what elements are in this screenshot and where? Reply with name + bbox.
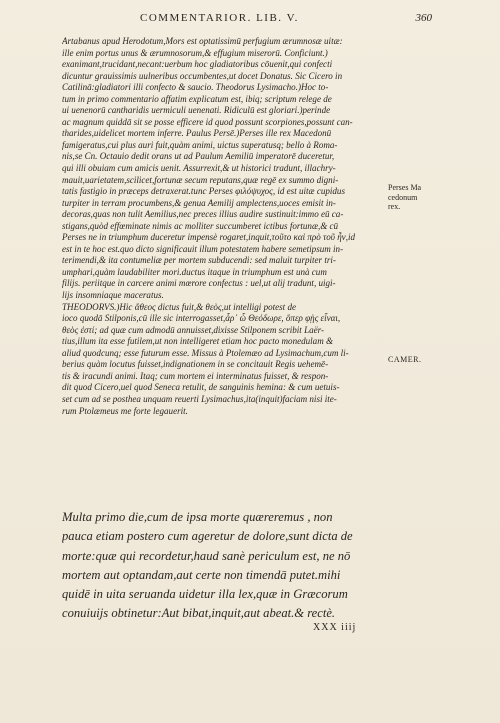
margin-note-line: cedonum <box>388 192 418 202</box>
text-line: filijs. periitque in carcere animi mœrore confectus : uel,ut alij tradunt, uigi- <box>62 278 336 289</box>
text-line: ioco quodā Stilponis,cū ille sic interrogasset,ἆρ᾽ ὦ Θεόδωρε, ὅπερ φῂς εἶναι, <box>62 313 341 324</box>
text-line: tatis fastigio in præceps detraxerat.tunc Perses φιλόψυχος, id est uitæ cupidus <box>62 186 345 197</box>
text-line: qui illi obuiam cum amicis uenit. Assurrexit,& ut historici tradunt, illachry- <box>62 163 336 174</box>
running-head <box>140 12 440 24</box>
text-line: decoras,quas non tulit Aemilius,nec preces illius audire sustinuit:immo eū ca- <box>62 209 344 220</box>
margin-note-camer: CAMER. <box>388 355 422 364</box>
text-line: rum Ptolæmeus me forte legauerit. <box>62 405 188 416</box>
text-line: umphari,quàm laudabiliter mori.ductus itaque in triumphum est unà cum <box>62 266 327 277</box>
text-line: Perses ne in triumphum duceretur impensè rogaret,inquit,τοῦτο καὶ πρὸ τοῦ ἦν,id <box>62 232 355 243</box>
margin-note-perses <box>388 183 448 212</box>
text-line: dicuntur grauissimis uulneribus occumbentes,ut docet Donatus. Sic Cicero in <box>62 70 343 81</box>
text-line: tharides,uidelicet mortem inferre. Paulus Persē.)Perses ille rex Macedonū <box>62 128 332 139</box>
quoted-line: quidē in uita seruanda uidetur illa lex,quæ in Græcorum <box>62 587 348 602</box>
text-line: tius,illum ita esse futilem,ut non intelligeret etiam hoc pacto monedulam & <box>62 336 334 347</box>
text-line: famigeratus,cui plus auri fuit,quàm animi, uictus superatusq; bello à Roma- <box>62 139 338 150</box>
quoted-text <box>62 508 392 624</box>
quoted-line: pauca etiam postero cum ageretur de dolore,sunt dicta de <box>62 529 353 544</box>
folio-number: 360 <box>415 12 432 24</box>
text-line: turpiter in terram procumbens,& genua Aemilij amplectens,uoces emisit in- <box>62 197 336 208</box>
text-line: dit quod Cicero,uel quod Seneca retulit, de sanguinis hemina: & cum uetuis- <box>62 382 340 393</box>
signature-mark: XXX iiij <box>313 622 357 633</box>
running-head-title: COMMENTARIOR. LIB. V. <box>140 12 299 24</box>
text-line: est in te hoc est.quo dicto significauit illum potestatem habere semetipsum in- <box>62 243 344 254</box>
text-line: mauit,uarietatem,scilicet,fortunæ secum reputans,quæ regē ex summo digni- <box>62 174 339 185</box>
text-line: exanimant,trucidant,necant:uerbum hoc gladiatoribus cōuenit,qui confecti <box>62 59 333 70</box>
text-line: aliud quodcunq; esse futurum esse. Missus à Ptolemæo ad Lysimachum,cum li- <box>62 347 349 358</box>
quoted-line: mortem aut optandam,aut certe non timendā putet.mihi <box>62 567 341 582</box>
text-line: tis & iracundi animi. Itaq; cum mortem ei interminatus fuisset, & respon- <box>62 370 329 381</box>
text-line: Catilinā:gladiatori illi confecto & saucio. Theodorus Lysimacho.)Hoc to- <box>62 82 329 93</box>
text-line: tum in primo commentario affatim explicatum est, ibiq; scriptum relege de <box>62 93 332 104</box>
text-line: ac magnum quiddā sit se posse efficere id quod possunt scorpiones,possunt can- <box>62 116 353 127</box>
text-line: nis,se Cn. Octauio dedit orans ut ad Paulum Aemiliū imperatorē duceretur, <box>62 151 335 162</box>
quoted-line: morte:quæ qui recordetur,haud sanè periculum est, ne nō <box>62 548 351 563</box>
quoted-line: conuiuijs obtinetur:Aut bibat,inquit,aut abeat.& rectè. <box>62 606 336 621</box>
text-line: stigans,quòd effœminate nimis ac molliter succumberet ictibus fortunæ,& cū <box>62 220 339 231</box>
margin-note-line: rex. <box>388 202 401 211</box>
text-line: berius quàm locutus fuisset,indignationem in se concitauit Regis uehemē- <box>62 359 329 370</box>
margin-note-line: Perses Ma <box>388 183 422 192</box>
quoted-line: Multa primo die,cum de ipsa morte quæreremus , non <box>62 510 333 524</box>
text-line: Artabanus apud Herodotum,Mors est optatissimū perfugium ærumnosæ uitæ: <box>62 36 343 46</box>
text-line: THEODORVS.)Hic ἄθεος dictus fuit,& θεὸς,ut intelligi potest de <box>62 301 296 312</box>
text-line: set cum ad se posthea unquam reuerti Lysimachus,ita(inquit)faciam nisi ite- <box>62 393 337 404</box>
text-line: ui uenenorū cantharidis uermiculi uenenati. Ridiculū est gloriari.)perinde <box>62 105 331 116</box>
text-line: lijs insomniaque maceratus. <box>62 290 164 301</box>
text-line: ille enim portus unus & ærumnosorum,& effugium miserorū. Conficiunt.) <box>62 47 328 58</box>
commentary-text <box>62 36 385 417</box>
text-line: θεὸς ἐστί; ad quæ cum admodū annuisset,dixisse Stilponem scribit Laër- <box>62 324 324 335</box>
text-line: terimendi,& ita contumeliæ per mortem subducendi: sed maluit turpiter tri- <box>62 255 336 266</box>
